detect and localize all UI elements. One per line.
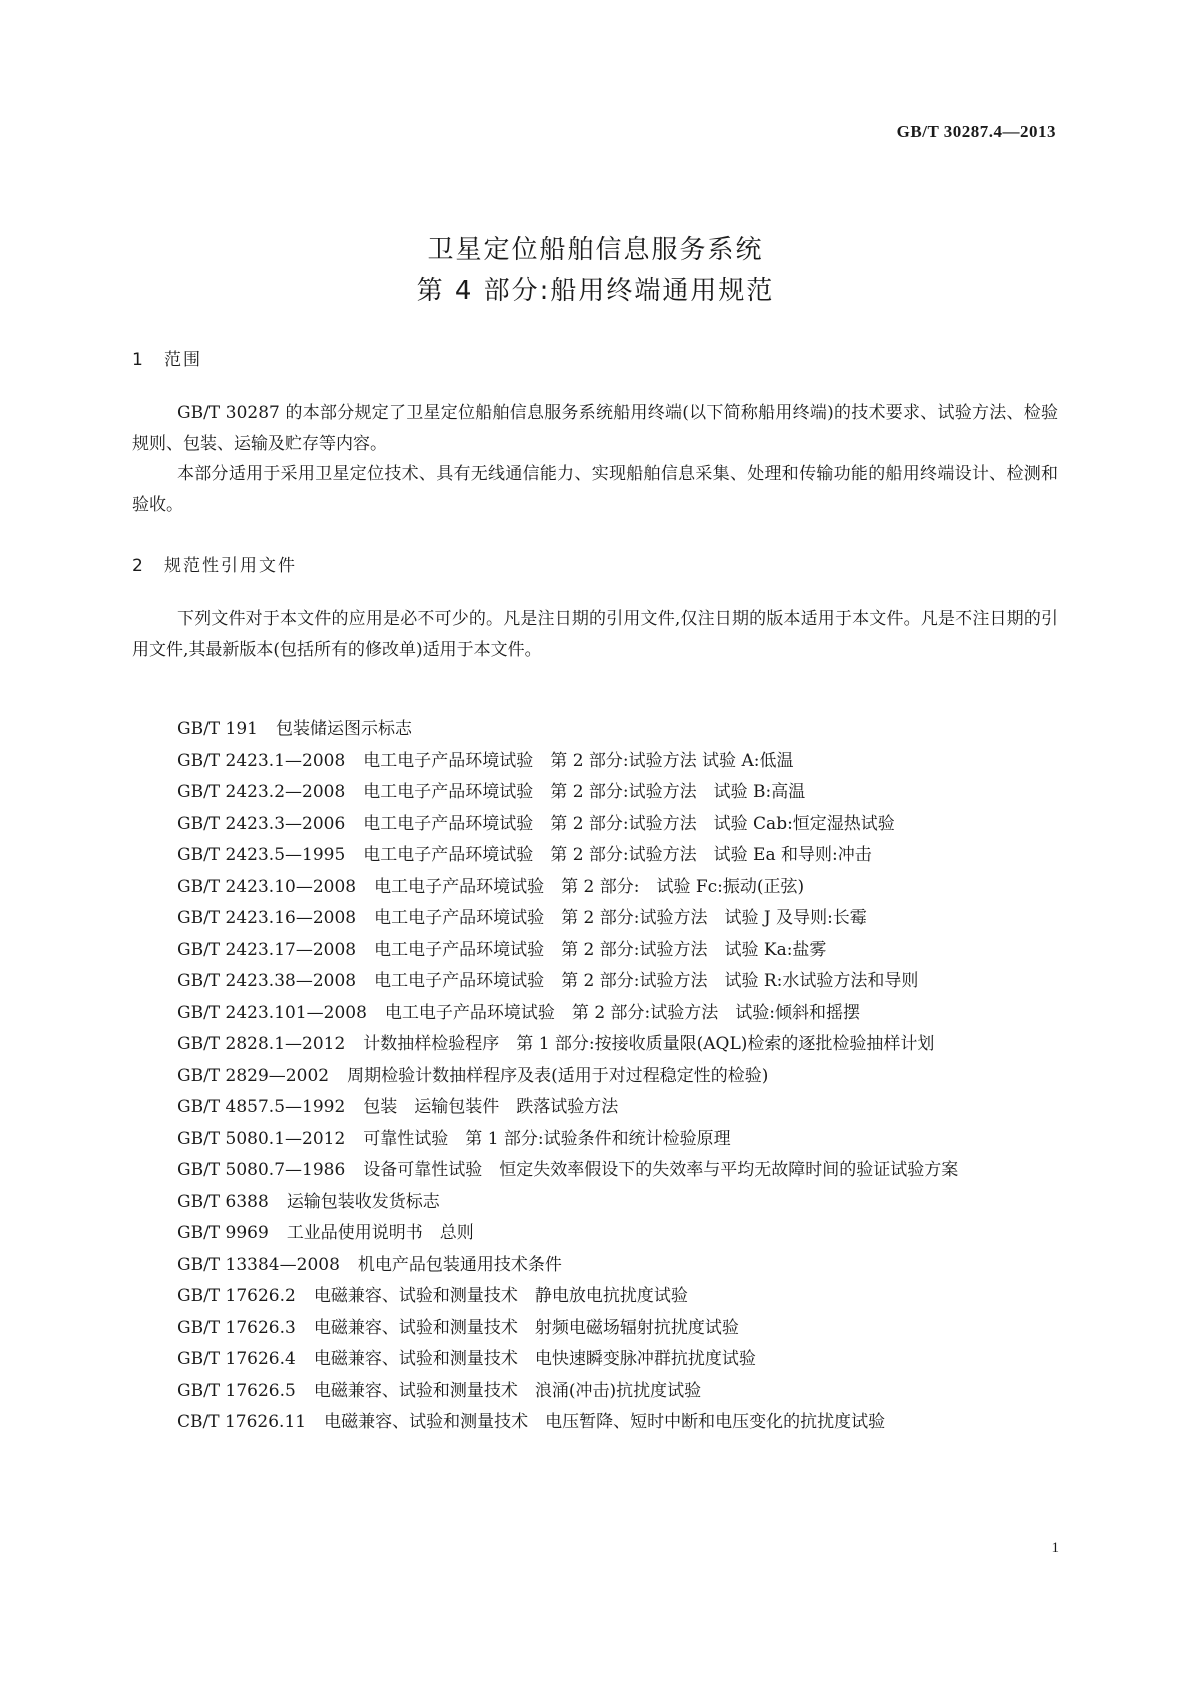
section-heading-scope (132, 345, 202, 370)
document-title-line-1: 卫星定位船舶信息服务系统 (427, 235, 764, 265)
reference-title: 电磁兼容、试验和测量技术 射频电磁场辐射抗扰度试验 (313, 1317, 739, 1338)
references-intro-paragraph: 下列文件对于本文件的应用是必不可少的。凡是注日期的引用文件,仅注日期的版本适用于本文件。凡是不注日期的引用文件,其最新版本(包括所有的修改单)适用于本文件。 (132, 609, 1058, 660)
reference-title: 设备可靠性试验 恒定失效率假设下的失效率与平均无故障时间的验证试验方案 (363, 1160, 959, 1180)
reference-code: GB/T 191 (177, 719, 258, 739)
reference-item (132, 1218, 1058, 1250)
reference-code: GB/T 17626.3 (177, 1317, 296, 1338)
reference-title: 电工电子产品环境试验 第 2 部分:试验方法 试验 Ea 和导则:冲击 (363, 845, 872, 865)
section-number: 1 (132, 350, 143, 370)
reference-title: 电工电子产品环境试验 第 2 部分:试验方法 试验:倾斜和摇摆 (384, 1002, 860, 1023)
section-heading-normative-references (132, 551, 297, 576)
reference-item (132, 903, 1058, 935)
reference-item (132, 1155, 1058, 1187)
reference-title: 机电产品包装通用技术条件 (357, 1254, 562, 1275)
reference-code: GB/T 2423.101—2008 (177, 1002, 367, 1023)
reference-code: GB/T 2829—2002 (177, 1065, 330, 1086)
reference-code: GB/T 2828.1—2012 (177, 1034, 346, 1054)
reference-item (132, 1250, 1058, 1282)
reference-code: GB/T 2423.2—2008 (177, 782, 346, 802)
document-code: GB/T 30287.4—2013 (896, 122, 1056, 141)
reference-code: GB/T 13384—2008 (177, 1254, 340, 1275)
reference-code: GB/T 17626.4 (177, 1349, 296, 1369)
reference-title: 电磁兼容、试验和测量技术 静电放电抗扰度试验 (313, 1286, 688, 1306)
reference-item (132, 872, 1058, 904)
reference-item (132, 1344, 1058, 1376)
reference-item (132, 1407, 1058, 1439)
reference-title: 包装储运图示标志 (276, 719, 412, 739)
reference-title: 电工电子产品环境试验 第 2 部分:试验方法 试验 A:低温 (363, 750, 794, 771)
reference-code: GB/T 4857.5—1992 (177, 1097, 346, 1117)
reference-title: 电工电子产品环境试验 第 2 部分:试验方法 试验 Ka:盐雾 (374, 939, 827, 960)
reference-code: GB/T 2423.16—2008 (177, 908, 357, 928)
reference-title: 计数抽样检验程序 第 1 部分:按接收质量限(AQL)检索的逐批检验抽样计划 (363, 1034, 935, 1054)
reference-code: GB/T 6388 (177, 1191, 269, 1212)
section-number: 2 (132, 556, 143, 576)
reference-code: GB/T 5080.7—1986 (177, 1160, 346, 1180)
reference-code: GB/T 17626.5 (177, 1380, 296, 1401)
reference-code: GB/T 2423.38—2008 (177, 971, 357, 991)
reference-item (132, 1187, 1058, 1219)
reference-title: 工业品使用说明书 总则 (286, 1223, 474, 1243)
reference-item (132, 1376, 1058, 1408)
section-title: 范围 (164, 350, 202, 370)
reference-code: GB/T 2423.17—2008 (177, 939, 357, 960)
reference-item (132, 777, 1058, 809)
reference-code: GB/T 2423.1—2008 (177, 750, 346, 771)
reference-title: 可靠性试验 第 1 部分:试验条件和统计检验原理 (363, 1128, 731, 1149)
reference-item (132, 1281, 1058, 1313)
reference-title: 电工电子产品环境试验 第 2 部分: 试验 Fc:振动(正弦) (374, 876, 805, 897)
reference-title: 电工电子产品环境试验 第 2 部分:试验方法 试验 B:高温 (363, 782, 806, 802)
reference-list (132, 714, 1058, 1439)
reference-code: CB/T 17626.11 (177, 1412, 307, 1432)
reference-code: GB/T 2423.5—1995 (177, 845, 346, 865)
reference-title: 电磁兼容、试验和测量技术 电快速瞬变脉冲群抗扰度试验 (313, 1349, 756, 1369)
reference-title: 电工电子产品环境试验 第 2 部分:试验方法 试验 R:水试验方法和导则 (374, 971, 919, 991)
reference-title: 电工电子产品环境试验 第 2 部分:试验方法 试验 J 及导则:长霉 (374, 908, 867, 928)
reference-item (132, 714, 1058, 746)
reference-code: GB/T 17626.2 (177, 1286, 296, 1306)
reference-item (132, 840, 1058, 872)
reference-item (132, 1313, 1058, 1345)
reference-title: 周期检验计数抽样程序及表(适用于对过程稳定性的检验) (347, 1065, 769, 1086)
reference-code: GB/T 2423.3—2006 (177, 813, 346, 834)
reference-item (132, 935, 1058, 967)
reference-item (132, 1124, 1058, 1156)
reference-item (132, 966, 1058, 998)
scope-paragraph-2: 本部分适用于采用卫星定位技术、具有无线通信能力、实现船舶信息采集、处理和传输功能的船用终端设计、检测和验收。 (132, 464, 1058, 515)
scope-paragraph-1: GB/T 30287 的本部分规定了卫星定位船舶信息服务系统船用终端(以下简称船用终端)的技术要求、试验方法、检验规则、包装、运输及贮存等内容。 (132, 403, 1058, 454)
reference-title: 运输包装收发货标志 (286, 1191, 440, 1212)
reference-title: 电工电子产品环境试验 第 2 部分:试验方法 试验 Cab:恒定湿热试验 (363, 813, 895, 834)
reference-code: GB/T 2423.10—2008 (177, 876, 357, 897)
page-number: 1 (1051, 1540, 1059, 1556)
reference-code: GB/T 9969 (177, 1223, 269, 1243)
reference-title: 包装 运输包装件 跌落试验方法 (363, 1097, 619, 1117)
reference-title: 电磁兼容、试验和测量技术 电压暂降、短时中断和电压变化的抗扰度试验 (324, 1412, 886, 1432)
reference-item (132, 746, 1058, 778)
reference-title: 电磁兼容、试验和测量技术 浪涌(冲击)抗扰度试验 (313, 1380, 702, 1401)
reference-item (132, 1029, 1058, 1061)
reference-item (132, 1061, 1058, 1093)
document-title-line-2: 第 4 部分:船用终端通用规范 (416, 276, 775, 306)
reference-code: GB/T 5080.1—2012 (177, 1128, 346, 1149)
reference-item (132, 998, 1058, 1030)
reference-item (132, 809, 1058, 841)
section-title: 规范性引用文件 (164, 556, 297, 576)
reference-item (132, 1092, 1058, 1124)
